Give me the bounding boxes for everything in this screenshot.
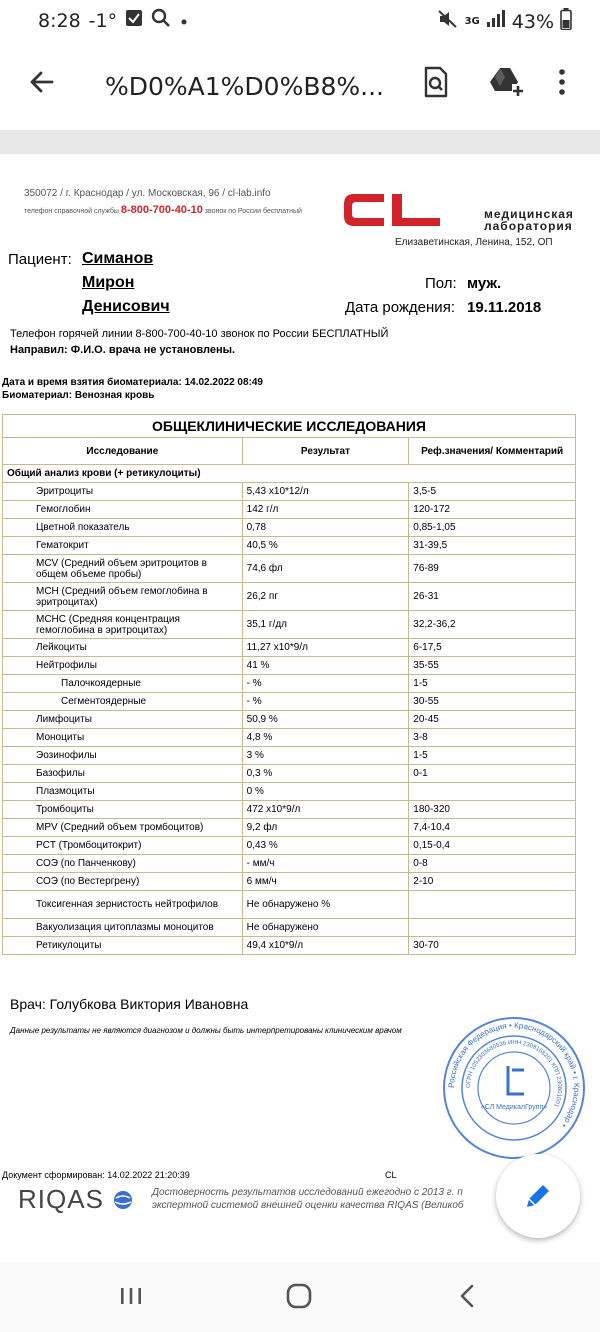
table-row bbox=[3, 873, 576, 891]
table-row bbox=[3, 519, 576, 537]
reference-value: 31-39,5 bbox=[409, 537, 576, 555]
group-header: Общий анализ крови (+ ретикулоциты) bbox=[3, 465, 576, 483]
search-notification-icon bbox=[151, 8, 171, 33]
sex-label: Пол: bbox=[425, 275, 457, 292]
cl-logo bbox=[340, 188, 490, 232]
disclaimer: Данные результаты не являются диагнозом и должны быть интерпретированы клиническим врачом bbox=[10, 1026, 402, 1035]
lab-branch: Елизаветинская, Ленина, 152, ОП bbox=[395, 237, 553, 248]
lab-phone-prefix: телефон справочной службы bbox=[24, 208, 119, 215]
reference-value: 35-55 bbox=[409, 657, 576, 675]
patient-last-name: Симанов bbox=[82, 250, 154, 267]
table-row bbox=[3, 747, 576, 765]
test-name: Ретикулоциты bbox=[3, 937, 243, 955]
test-name: Токсигенная зернистость нейтрофилов bbox=[3, 891, 243, 919]
home-icon[interactable] bbox=[284, 1282, 314, 1315]
reference-value: 1-5 bbox=[409, 747, 576, 765]
table-row bbox=[3, 765, 576, 783]
reference-value: 120-172 bbox=[409, 501, 576, 519]
test-name: СОЭ (по Панченкову) bbox=[3, 855, 243, 873]
test-name: Нейтрофилы bbox=[3, 657, 243, 675]
pencil-icon bbox=[521, 1179, 555, 1218]
results-rows bbox=[3, 483, 576, 955]
test-name: Тромбоциты bbox=[3, 801, 243, 819]
result-value: 35,1 г/дл bbox=[242, 611, 409, 639]
dob-label: Дата рождения: bbox=[345, 299, 455, 316]
reference-value: 7,4-10,4 bbox=[409, 819, 576, 837]
lab-address: 350072 / г. Краснодар / ул. Московская, 96 / cl-lab.info bbox=[24, 188, 271, 199]
status-temperature: -1° bbox=[88, 9, 118, 32]
reference-value: 2-10 bbox=[409, 873, 576, 891]
hotline-text: Телефон горячей линии 8-800-700-40-10 звонок по России БЕСПЛАТНЫЙ bbox=[10, 328, 389, 340]
result-value: 0,78 bbox=[242, 519, 409, 537]
logo-text bbox=[484, 208, 574, 232]
riqas-logo bbox=[18, 1184, 134, 1215]
result-value: 0,3 % bbox=[242, 765, 409, 783]
signal-icon bbox=[486, 10, 506, 33]
reference-value: 1-5 bbox=[409, 675, 576, 693]
result-value: 50,9 % bbox=[242, 711, 409, 729]
table-row bbox=[3, 583, 576, 611]
document-generated: Документ сформирован: 14.02.2022 21:20:39 bbox=[2, 1170, 190, 1180]
more-options-icon[interactable] bbox=[552, 64, 572, 100]
reference-value: 3,5-5 bbox=[409, 483, 576, 501]
test-name: Вакуолизация цитоплазмы моноцитов bbox=[3, 919, 243, 937]
logo-line-2: лаборатория bbox=[484, 219, 573, 233]
battery-percent: 43% bbox=[511, 10, 554, 33]
result-value: 142 г/л bbox=[242, 501, 409, 519]
result-value: 3 % bbox=[242, 747, 409, 765]
test-name: MCV (Средний объем эритроцитов в общем объеме пробы) bbox=[3, 555, 243, 583]
result-value: 472 x10*9/л bbox=[242, 801, 409, 819]
test-name: Плазмоциты bbox=[3, 783, 243, 801]
reference-value: 0-8 bbox=[409, 855, 576, 873]
table-row bbox=[3, 675, 576, 693]
document-title: %D0%A1%D0%B8%... bbox=[105, 72, 384, 101]
stamp-inner-text: ОГРН 1052303680536 ИНН 2308108201 КПП 230801001 bbox=[465, 1039, 563, 1108]
reference-value: 180-320 bbox=[409, 801, 576, 819]
col-header-test: Исследование bbox=[3, 438, 243, 465]
test-name: Лейкоциты bbox=[3, 639, 243, 657]
sex-value: муж. bbox=[467, 275, 502, 292]
result-value: - % bbox=[242, 675, 409, 693]
logo-line-1: медицинская bbox=[484, 207, 574, 221]
dob-value: 19.11.2018 bbox=[467, 299, 542, 316]
recent-apps-icon[interactable] bbox=[118, 1282, 144, 1315]
lab-phone bbox=[24, 204, 302, 216]
riqas-line-2: экспертной системой внешней оценки качества RIQAS (Великоб bbox=[152, 1200, 464, 1211]
divider bbox=[0, 130, 600, 154]
result-value: Не обнаружено % bbox=[242, 891, 409, 919]
reference-value: 26-31 bbox=[409, 583, 576, 611]
test-name: Сегментоядерные bbox=[3, 693, 243, 711]
reference-value: 76-89 bbox=[409, 555, 576, 583]
system-nav-bar bbox=[0, 1262, 600, 1332]
reference-value bbox=[409, 783, 576, 801]
test-name: Лимфоциты bbox=[3, 711, 243, 729]
patient-label: Пациент: bbox=[8, 251, 72, 268]
reference-value bbox=[409, 919, 576, 937]
result-value: 26,2 пг bbox=[242, 583, 409, 611]
table-row bbox=[3, 837, 576, 855]
test-name: Эозинофилы bbox=[3, 747, 243, 765]
results-table bbox=[2, 414, 576, 955]
result-value: - % bbox=[242, 693, 409, 711]
result-value: 6 мм/ч bbox=[242, 873, 409, 891]
table-row bbox=[3, 693, 576, 711]
test-name: MCH (Средний объем гемоглобина в эритроцитах) bbox=[3, 583, 243, 611]
table-row bbox=[3, 801, 576, 819]
table-row bbox=[3, 611, 576, 639]
table-row bbox=[3, 855, 576, 873]
table-row bbox=[3, 537, 576, 555]
test-name: СОЭ (по Вестергрену) bbox=[3, 873, 243, 891]
battery-icon bbox=[560, 8, 572, 35]
col-header-result: Результат bbox=[242, 438, 409, 465]
test-name: PCT (Тромбоцитокрит) bbox=[3, 837, 243, 855]
test-name: MPV (Средний объем тромбоцитов) bbox=[3, 819, 243, 837]
table-row bbox=[3, 501, 576, 519]
test-name: Гематокрит bbox=[3, 537, 243, 555]
biomaterial: Биоматериал: Венозная кровь bbox=[2, 390, 155, 401]
dot-icon bbox=[179, 10, 189, 32]
test-name: Эритроциты bbox=[3, 483, 243, 501]
lab-phone-number: 8-800-700-40-10 bbox=[120, 204, 203, 216]
table-row bbox=[3, 483, 576, 501]
riqas-globe-icon bbox=[112, 1184, 134, 1214]
lab-phone-suffix: звонок по России бесплатный bbox=[204, 208, 302, 215]
riqas-line-1: Достоверность результатов исследований ежегодно с 2013 г. п bbox=[152, 1187, 463, 1198]
table-row bbox=[3, 919, 576, 937]
test-name: Моноциты bbox=[3, 729, 243, 747]
reference-value: 30-70 bbox=[409, 937, 576, 955]
mute-icon bbox=[437, 9, 459, 34]
network-type: 3G bbox=[464, 16, 480, 27]
result-value: 5,43 x10*12/л bbox=[242, 483, 409, 501]
reference-value: 0-1 bbox=[409, 765, 576, 783]
result-value: 40,5 % bbox=[242, 537, 409, 555]
add-to-drive-icon[interactable] bbox=[488, 64, 524, 100]
checkbox-notification-icon bbox=[125, 9, 143, 32]
table-caption: ОБЩЕКЛИНИЧЕСКИЕ ИССЛЕДОВАНИЯ bbox=[3, 415, 576, 438]
back-arrow-icon[interactable] bbox=[22, 62, 62, 102]
back-nav-icon[interactable] bbox=[456, 1282, 480, 1315]
result-value: 4,8 % bbox=[242, 729, 409, 747]
col-header-ref: Реф.значения/ Комментарий bbox=[409, 438, 576, 465]
result-value: 9,2 фл bbox=[242, 819, 409, 837]
result-value: 49,4 x10*9/л bbox=[242, 937, 409, 955]
status-bar bbox=[0, 0, 600, 42]
reference-value: 3-8 bbox=[409, 729, 576, 747]
result-value: 11,27 x10*9/л bbox=[242, 639, 409, 657]
table-row bbox=[3, 639, 576, 657]
pdf-page bbox=[0, 154, 600, 1262]
result-value: 41 % bbox=[242, 657, 409, 675]
app-bar bbox=[0, 42, 600, 130]
reference-value: 20-45 bbox=[409, 711, 576, 729]
official-stamp bbox=[440, 1014, 588, 1162]
table-row bbox=[3, 555, 576, 583]
result-value: 74,6 фл bbox=[242, 555, 409, 583]
table-row bbox=[3, 891, 576, 919]
result-value: 0 % bbox=[242, 783, 409, 801]
reference-value: 30-55 bbox=[409, 693, 576, 711]
riqas-text bbox=[152, 1186, 464, 1212]
table-row bbox=[3, 729, 576, 747]
test-name: MCHC (Средняя концентрация гемоглобина в эритроцитах) bbox=[3, 611, 243, 639]
status-time: 8:28 bbox=[38, 9, 81, 32]
patient-first-name: Мирон bbox=[82, 274, 135, 291]
table-row bbox=[3, 711, 576, 729]
reference-value: 6-17,5 bbox=[409, 639, 576, 657]
result-value: Не обнаружено bbox=[242, 919, 409, 937]
test-name: Гемоглобин bbox=[3, 501, 243, 519]
table-row bbox=[3, 937, 576, 955]
stamp-ring-text: Российская Федерация • Краснодарский край • г. Краснодар • bbox=[446, 1020, 582, 1130]
document-search-icon[interactable] bbox=[418, 64, 454, 100]
reference-value: 0,15-0,4 bbox=[409, 837, 576, 855]
reference-value: 0,85-1,05 bbox=[409, 519, 576, 537]
test-name: Базофилы bbox=[3, 765, 243, 783]
riqas-logo-text: RIQAS bbox=[18, 1184, 104, 1214]
stamp-center-text: «СЛ МедикалГрупп» bbox=[480, 1104, 548, 1111]
table-row bbox=[3, 657, 576, 675]
result-value: - мм/ч bbox=[242, 855, 409, 873]
reference-value: 32,2-36,2 bbox=[409, 611, 576, 639]
doctor-name: Врач: Голубкова Виктория Ивановна bbox=[10, 996, 249, 1012]
result-value: 0,43 % bbox=[242, 837, 409, 855]
table-row bbox=[3, 819, 576, 837]
reference-value bbox=[409, 891, 576, 919]
test-name: Палочкоядерные bbox=[3, 675, 243, 693]
table-row bbox=[3, 783, 576, 801]
referred-by: Направил: Ф.И.О. врача не установлены. bbox=[10, 344, 236, 356]
patient-middle-name: Денисович bbox=[82, 298, 170, 315]
footer-mid: CL bbox=[385, 1170, 397, 1180]
sample-datetime: Дата и время взятия биоматериала: 14.02.2022 08:49 bbox=[2, 377, 263, 388]
test-name: Цветной показатель bbox=[3, 519, 243, 537]
edit-fab-button[interactable] bbox=[496, 1154, 580, 1238]
